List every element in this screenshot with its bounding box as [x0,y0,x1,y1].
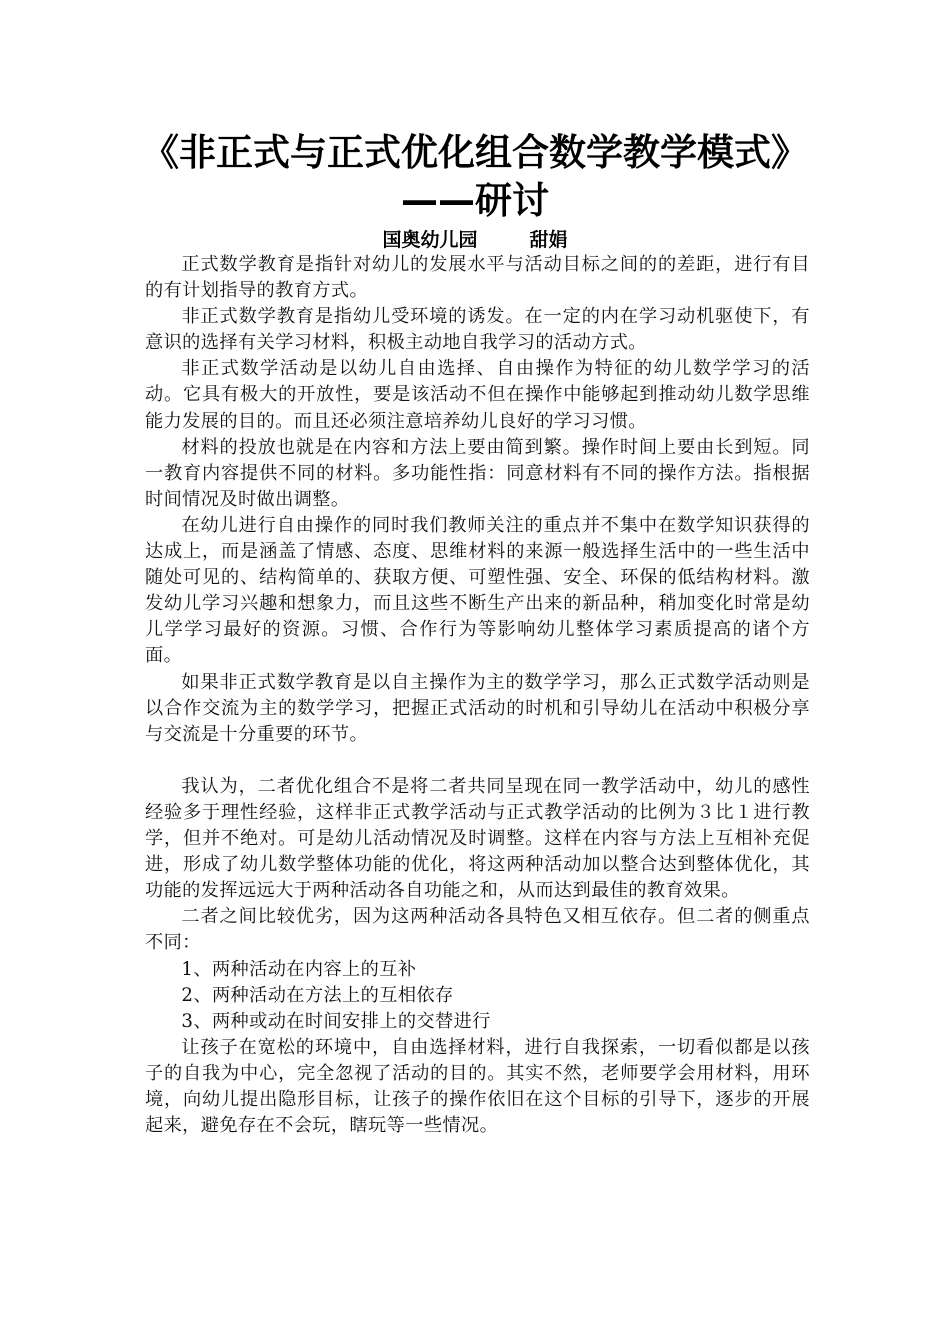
paragraph: 让孩子在宽松的环境中，自由选择材料，进行自我探索，一切看似都是以孩子的自我为中心，完全忽视了活动的目的。其实不然，老师要学会用材料，用环境，向幼儿提出隐形目标，让孩子的操作依旧在这个目标的引导下，逐步的开展起来，避免存在不会玩，瞎玩等一些情况。 [145,1036,810,1137]
list-item: 1、两种活动在内容上的互补 [181,958,417,980]
paragraph: 在幼儿进行自由操作的同时我们教师关注的重点并不集中在数学知识获得的达成上，而是涵盖了情感、态度、思维材料的来源一般选择生活中的一些生活中随处可见的、结构简单的、获取方便、可塑性强、安全、环保的低结构材料。激发幼儿学习兴趣和想象力，而且这些不断生产出来的新品种，稍加变化时常是幼儿学学习最好的资源。习惯、合作行为等影响幼儿整体学习素质提高的诸个方面。 [145,514,810,667]
paragraph: 二者之间比较优劣，因为这两种活动各具特色又相互依存。但二者的侧重点不同： [145,906,810,954]
author-school: 国奥幼儿园 [382,229,478,251]
list-item: 2、两种活动在方法上的互相依存 [181,984,454,1006]
document-subtitle: ——研讨 [401,179,549,222]
paragraph: 非正式数学教育是指幼儿受环境的诱发。在一定的内在学习动机驱使下，有意识的选择有关学习材料，积极主动地自我学习的活动方式。 [145,306,810,354]
author-line [0,227,950,253]
author-name: 甜娟 [529,229,568,251]
document-body [145,252,810,1139]
list-item: 3、两种或动在时间安排上的交替进行 [181,1010,491,1032]
paragraph: 非正式数学活动是以幼儿自由选择、自由操作为特征的幼儿数学学习的活动。它具有极大的开放性，要是该活动不但在操作中能够起到推动幼儿数学思维能力发展的目的。而且还必须注意培养幼儿良好的学习习惯。 [145,358,810,432]
document-title: 《非正式与正式优化组合数学教学模式》 [142,131,808,174]
paragraph: 材料的投放也就是在内容和方法上要由简到繁。操作时间上要由长到短。同一教育内容提供不同的材料。多功能性指：同意材料有不同的操作方法。指根据时间情况及时做出调整。 [145,436,810,510]
paragraph: 我认为，二者优化组合不是将二者共同呈现在同一教学活动中，幼儿的感性经验多于理性经验，这样非正式教学活动与正式教学活动的比例为３比１进行教学，但并不绝对。可是幼儿活动情况及时调整。这样在内容与方法上互相补充促进，形成了幼儿数学整体功能的优化，将这两种活动加以整合达到整体优化，其功能的发挥远远大于两种活动各自功能之和，从而达到最佳的教育效果。 [145,775,810,902]
paragraph: 正式数学教育是指针对幼儿的发展水平与活动目标之间的的差距，进行有目的有计划指导的教育方式。 [145,254,810,302]
paragraph: 如果非正式数学教育是以自主操作为主的数学学习，那么正式数学活动则是以合作交流为主的数学学习，把握正式活动的时机和引导幼儿在活动中积极分享与交流是十分重要的环节。 [145,671,810,745]
blank-line [145,748,810,774]
